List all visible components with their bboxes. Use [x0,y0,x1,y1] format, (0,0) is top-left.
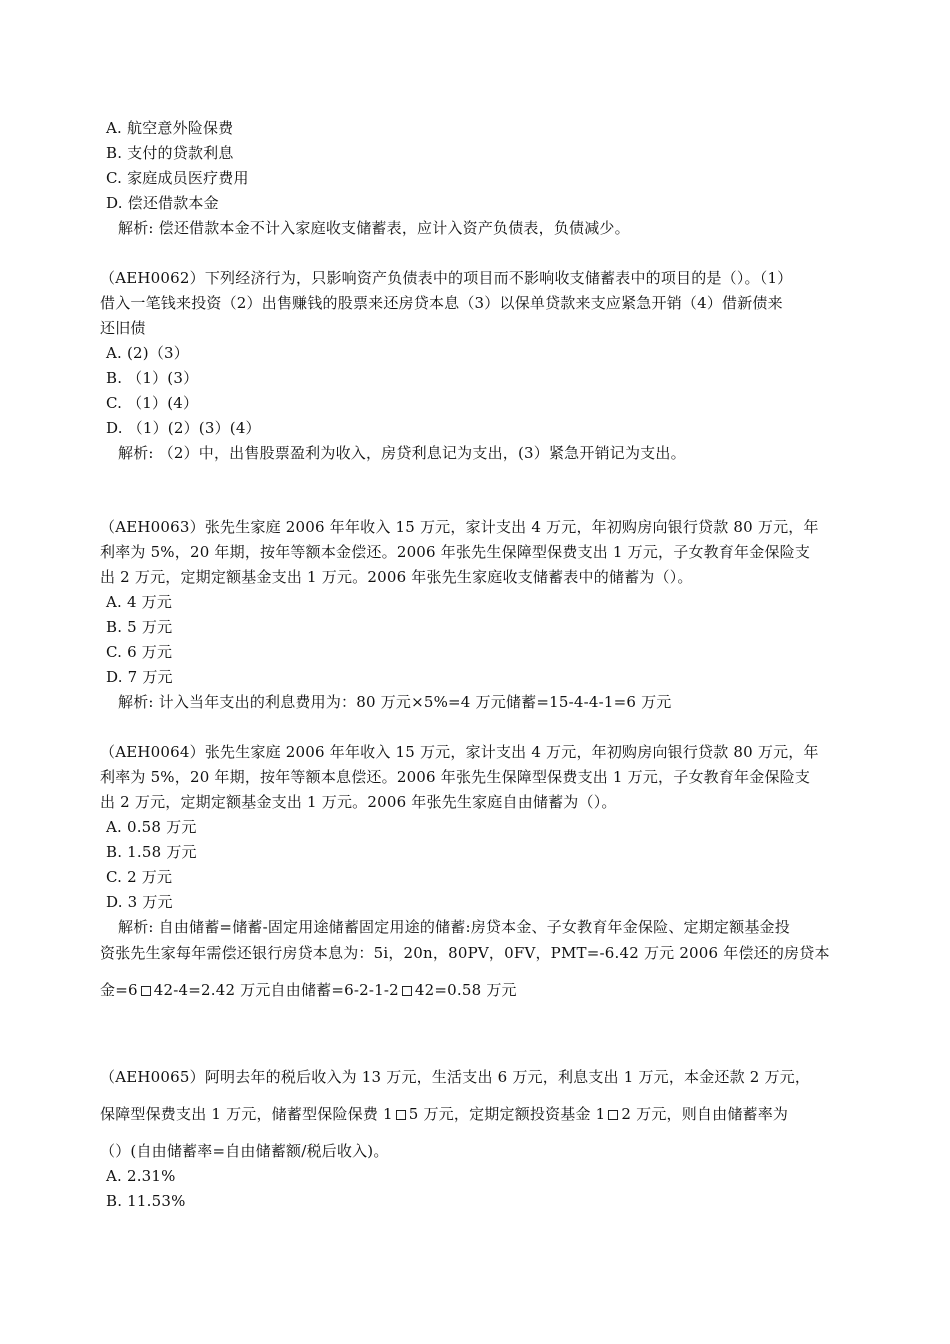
q63-question-line: 利率为 5%，20 年期，按年等额本金偿还。2006 年张先生保障型保费支出 1 万元，子女教育年金保险支 [100,543,811,561]
q62-option-c: C. （1）(4） [106,394,199,412]
missing-glyph-box-icon [402,986,412,996]
q61-option-c: C. 家庭成员医疗费用 [106,169,249,187]
q64-explanation-tail [100,980,860,1000]
q63-question-line: 出 2 万元，定期定额基金支出 1 万元。2006 年张先生家庭收支储蓄表中的储蓄为（）。 [100,568,693,586]
q61-option-b: B. 支付的贷款利息 [106,144,234,162]
q64-question-line: （AEH0064）张先生家庭 2006 年年收入 15 万元，家计支出 4 万元，年初购房向银行贷款 80 万元，年 [100,743,819,761]
q61-option-a: A. 航空意外险保费 [106,119,234,137]
q64-tail-part: 42-4=2.42 万元自由储蓄=6-2-1-2 [153,981,399,999]
q63-option-b: B. 5 万元 [106,618,173,636]
q64-tail-part: 42=0.58 万元 [414,981,517,999]
q65-option-a: A. 2.31% [106,1167,176,1185]
q65-question-line: （AEH0065）阿明去年的税后收入为 13 万元，生活支出 6 万元，利息支出 1 万元，本金还款 2 万元， [100,1068,811,1086]
q65-line-part: 保障型保费支出 1 万元，储蓄型保险保费 1 [100,1105,393,1123]
q65-question-line [100,1104,860,1124]
q64-option-c: C. 2 万元 [106,868,173,886]
q64-explanation-line: 资张先生家每年需偿还银行房贷本息为：5i，20n，80PV，0FV，PMT=-6.42 万元 2006 年偿还的房贷本 [100,944,830,962]
q62-option-b: B. （1）(3） [106,369,199,387]
missing-glyph-box-icon [608,1110,618,1120]
q64-tail-part: 金=6 [100,981,138,999]
q61-option-d: D. 偿还借款本金 [106,194,219,212]
q62-explanation: 解析: （2）中，出售股票盈利为收入，房贷利息记为支出，(3）紧急开销记为支出。 [118,444,686,462]
q65-option-b: B. 11.53% [106,1192,186,1210]
q62-option-d: D. （1）(2）(3）(4） [106,419,261,437]
q62-option-a: A. (2)（3） [106,344,189,362]
q64-option-a: A. 0.58 万元 [106,818,197,836]
q65-question-line: （）(自由储蓄率=自由储蓄额/税后收入)。 [100,1142,389,1160]
q64-option-d: D. 3 万元 [106,893,173,911]
q62-question-line: 还旧债 [100,319,146,337]
q62-question-line: （AEH0062）下列经济行为，只影响资产负债表中的项目而不影响收支储蓄表中的项目的是（）。（1） [100,269,793,287]
q64-option-b: B. 1.58 万元 [106,843,197,861]
q65-line-part: 5 万元，定期定额投资基金 1 [408,1105,606,1123]
q63-option-d: D. 7 万元 [106,668,173,686]
q65-line-part: 2 万元，则自由储蓄率为 [621,1105,789,1123]
missing-glyph-box-icon [141,986,151,996]
q63-question-line: （AEH0063）张先生家庭 2006 年年收入 15 万元，家计支出 4 万元，年初购房向银行贷款 80 万元，年 [100,518,819,536]
q63-explanation: 解析: 计入当年支出的利息费用为：80 万元×5%=4 万元储蓄=15-4-4-1=6 万元 [118,693,672,711]
q64-explanation-line: 解析: 自由储蓄=储蓄-固定用途储蓄固定用途的储蓄:房贷本金、子女教育年金保险、定期定额基金投 [118,918,790,936]
q63-option-a: A. 4 万元 [106,593,173,611]
q64-question-line: 出 2 万元，定期定额基金支出 1 万元。2006 年张先生家庭自由储蓄为（）。 [100,793,617,811]
q64-question-line: 利率为 5%，20 年期，按年等额本息偿还。2006 年张先生保障型保费支出 1 万元，子女教育年金保险支 [100,768,811,786]
missing-glyph-box-icon [396,1110,406,1120]
q62-question-line: 借入一笔钱来投资（2）出售赚钱的股票来还房贷本息（3）以保单贷款来支应紧急开销（4）借新债来 [100,294,783,312]
q61-explanation: 解析: 偿还借款本金不计入家庭收支储蓄表，应计入资产负债表，负债减少。 [118,219,630,237]
q63-option-c: C. 6 万元 [106,643,173,661]
